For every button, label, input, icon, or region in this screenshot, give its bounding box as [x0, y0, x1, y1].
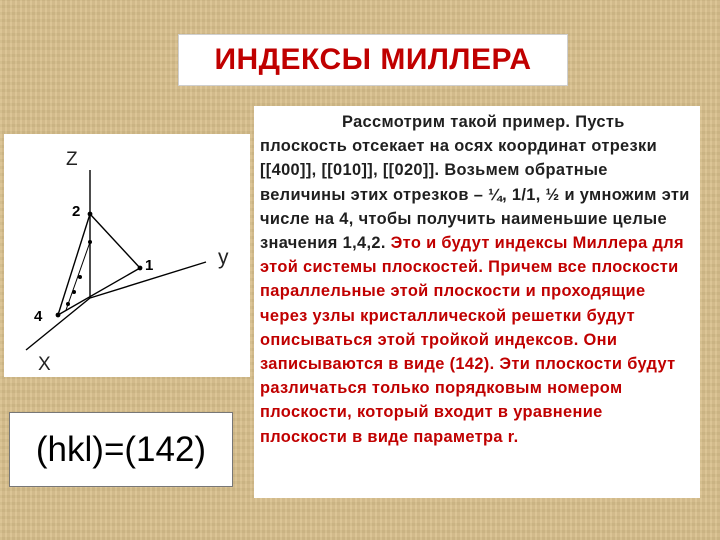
point-x-4 — [56, 313, 61, 318]
point-y-1 — [138, 266, 143, 271]
intercept-y-label: 1 — [145, 257, 154, 274]
miller-diagram — [4, 134, 250, 377]
explanation-text — [254, 106, 700, 498]
miller-diagram-svg — [4, 134, 250, 377]
miller-formula: (hkl)=(142) — [35, 429, 207, 469]
point-mid-2 — [78, 275, 82, 279]
intercept-z-label: 2 — [72, 203, 81, 220]
formula-box — [9, 412, 233, 487]
paragraph-part2-highlight: Это и будут индексы Миллера для этой системы плоскостей. Причем все плоскости параллельные этой плоскости и проходящие через узлы кристаллической решетки будут описываться этой тройкой индексов. Они записываются в виде (142). Эти плоскости будут различаться только порядковым номером плоскости, который входит в уравнение плоскости в виде параметра r. — [260, 234, 684, 446]
page-title: ИНДЕКСЫ МИЛЛЕРА — [214, 43, 532, 76]
plane-edge-zy — [90, 214, 140, 268]
axis-y-label: y — [218, 246, 229, 269]
point-mid-1 — [88, 240, 92, 244]
axis-x-label: X — [38, 354, 51, 375]
intercept-x-label: 4 — [34, 308, 43, 325]
paragraph-part1: Рассмотрим такой пример. Пусть плоскость отсекает на осях координат отрезки [[400]], [[010]], [[020]]. Возьмем обратные величины этих отрезков – ¼, 1/1, ½ и умножим эти числе на 4, чтобы получить наименьшие целые значения 1,4,2. — [260, 113, 690, 253]
axis-z-label: Z — [66, 149, 78, 170]
point-mid-4 — [66, 302, 70, 306]
point-mid-3 — [72, 290, 76, 294]
point-z-2 — [88, 212, 93, 217]
title-box — [178, 34, 568, 86]
